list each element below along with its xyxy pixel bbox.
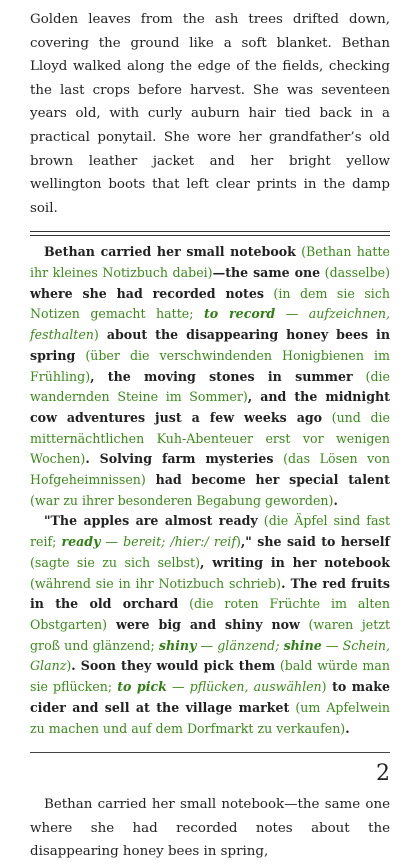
section-divider-bottom xyxy=(30,752,390,753)
annotated-paragraph-2 xyxy=(30,511,390,739)
english-phrase: , writing in her notebook xyxy=(200,554,390,570)
german-gloss: (und die mitternächtlichen Kuh-Abenteuer erst vor wenigen Wochen) xyxy=(30,409,390,467)
german-gloss: (während sie in ihr Notizbuch schrieb) xyxy=(30,575,282,591)
keyword: to pick xyxy=(117,679,167,695)
keyword: shiny xyxy=(158,637,197,653)
german-gloss: (sagte sie zu sich selbst) xyxy=(30,554,201,570)
english-phrase: . Soon they would pick them xyxy=(71,658,276,674)
english-phrase: about the disappearing honey bees in spring xyxy=(30,327,390,363)
german-gloss: (war zu ihrer besonderen Begabung geworden) xyxy=(30,492,334,508)
german-gloss: (dasselbe) xyxy=(320,265,390,281)
german-gloss: (waren jetzt groß und glänzend; xyxy=(30,617,391,653)
german-gloss: (in dem sie sich Notizen gemacht hatte; xyxy=(30,285,390,322)
page-number: 2 xyxy=(376,761,390,787)
english-phrase: had become her special talent xyxy=(145,472,390,488)
annotated-section xyxy=(30,236,390,739)
intro-paragraph xyxy=(30,0,390,220)
keyword-gloss: — pflücken, auswählen xyxy=(166,679,322,695)
intro-text: Golden leaves from the ash trees drifted down, covering the ground like a soft blanket. Bethan Lloyd walked along the edge of the fields, checking the last crops before harvest. She was seventeen years old, with curly auburn hair tied back in a practical ponytail. She wore her grandfather’s old brown leather jacket and her bright yellow wellington boots that left clear prints in the damp soil. xyxy=(30,12,390,216)
english-phrase: ," she said to herself xyxy=(240,534,390,550)
english-phrase: , the moving stones in summer xyxy=(90,368,353,384)
english-phrase: to make cider and sell at the village market xyxy=(30,679,390,715)
english-phrase: . Solving farm mysteries xyxy=(85,451,274,467)
annotated-paragraph-1 xyxy=(30,242,390,511)
english-phrase: where she had recorded notes xyxy=(30,285,264,301)
next-page-text: Bethan carried her small notebook—the same one where she had recorded notes about the disappearing honey bees in spring, xyxy=(30,797,390,860)
next-page-paragraph xyxy=(30,793,390,864)
english-phrase: , and the midnight cow adventures just a few weeks ago xyxy=(30,389,390,425)
keyword-gloss: — aufzeichnen, festhalten xyxy=(30,306,391,343)
keyword: shine xyxy=(283,637,322,653)
english-phrase: . xyxy=(345,720,350,736)
english-phrase: . The red fruits in the old orchard xyxy=(30,575,390,612)
english-phrase: "The apples are almost ready xyxy=(44,513,258,529)
german-gloss: ) xyxy=(66,658,72,674)
german-gloss: ) xyxy=(93,327,99,343)
keyword-gloss: — glänzend; xyxy=(196,637,284,653)
german-gloss: (die wandernden Steine im Sommer) xyxy=(30,368,390,405)
german-gloss: ) xyxy=(235,534,241,550)
german-gloss: (Bethan hatte ihr kleines Notizbuch dabei) xyxy=(30,244,390,281)
german-gloss: (das Lösen von Hofgeheimnissen) xyxy=(30,451,390,488)
german-gloss: (die Äpfel sind fast reif; xyxy=(30,513,390,550)
english-phrase: —the same one xyxy=(212,265,321,281)
keyword-gloss: — bereit; /hier:/ reif xyxy=(100,534,236,550)
german-gloss: ) xyxy=(321,679,327,695)
keyword-gloss: — Schein, Glanz xyxy=(30,637,390,674)
german-gloss: (bald würde man sie pflücken; xyxy=(30,658,390,695)
english-phrase: . xyxy=(333,492,338,508)
keyword: ready xyxy=(61,534,101,550)
german-gloss: (um Apfelwein zu machen und auf dem Dorfmarkt zu verkaufen) xyxy=(30,699,390,736)
english-phrase: were big and shiny now xyxy=(107,617,300,632)
english-phrase: Bethan carried her small notebook xyxy=(44,244,296,260)
german-gloss: (die roten Früchte im alten Obstgarten) xyxy=(30,596,390,632)
keyword: to record xyxy=(203,306,276,322)
german-gloss: (über die verschwindenden Honigbienen im Frühling) xyxy=(30,347,390,384)
